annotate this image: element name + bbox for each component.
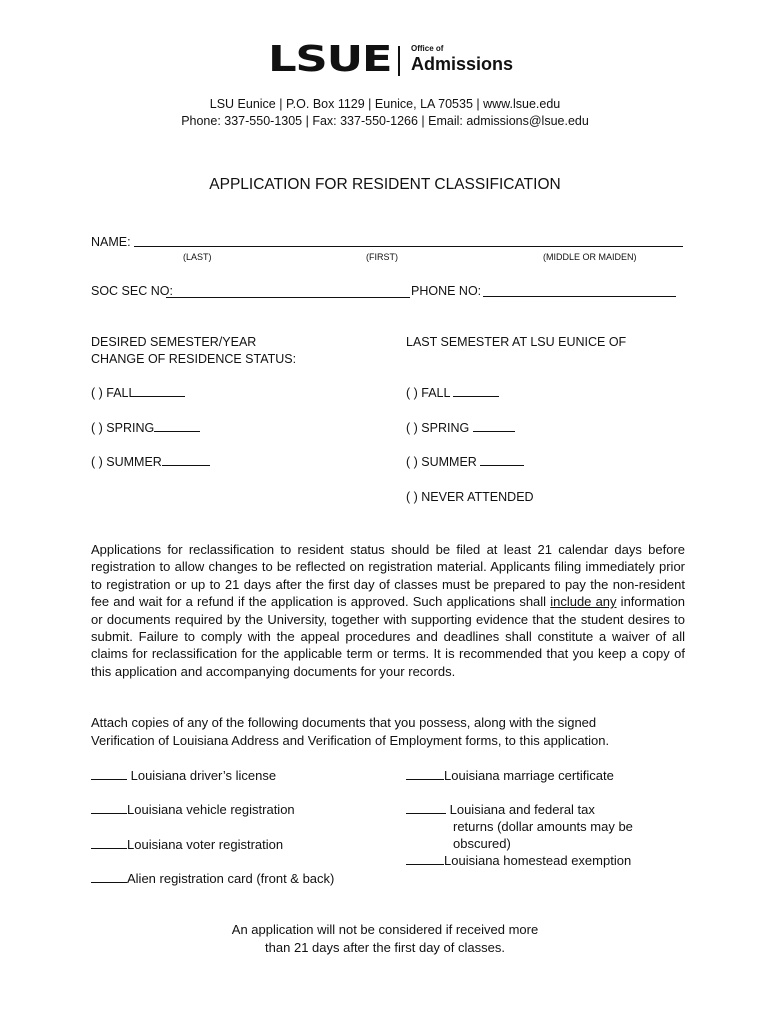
- doc-voter-registration[interactable]: [91, 837, 283, 852]
- reclassification-paragraph: [91, 541, 685, 680]
- footer-notice: [0, 921, 770, 956]
- last-semester-heading: LAST SEMESTER AT LSU EUNICE OF: [406, 335, 627, 349]
- doc-label: Louisiana voter registration: [127, 837, 284, 852]
- option-label: ( ) SPRING: [406, 421, 470, 435]
- name-field[interactable]: [134, 246, 683, 247]
- doc-label: Louisiana driver’s license: [127, 768, 277, 783]
- ssn-field[interactable]: [166, 297, 410, 298]
- desired-fall-option[interactable]: [91, 386, 185, 400]
- paragraph-underlined: include any: [550, 594, 617, 610]
- last-spring-option[interactable]: [406, 421, 515, 435]
- contact-line: Phone: 337-550-1305 | Fax: 337-550-1266 | Email: admissions@lsue.edu: [181, 114, 589, 128]
- name-sub-last: (LAST): [183, 252, 212, 262]
- check-blank[interactable]: [91, 848, 127, 849]
- year-blank[interactable]: [453, 396, 499, 397]
- paragraph-part-2: information or documents required by the University, together with supporting evidence that the student desires to submit. Failure to comply with the appeal procedures and deadlines shall constitute a waiver of all claims for reclassification for the applicable term or terms. It is recommended that you keep a copy of this application and accompanying documents for your records.: [91, 594, 685, 679]
- desired-semester-heading: DESIRED SEMESTER/YEAR: [91, 335, 257, 349]
- doc-marriage-certificate[interactable]: [406, 768, 614, 783]
- footer-line-2: than 21 days after the first day of classes.: [265, 939, 505, 955]
- check-blank[interactable]: [406, 813, 446, 814]
- doc-label: Louisiana homestead exemption: [444, 853, 632, 868]
- check-blank[interactable]: [406, 779, 444, 780]
- doc-label: Louisiana marriage certificate: [444, 768, 614, 783]
- change-status-heading: CHANGE OF RESIDENCE STATUS:: [91, 352, 297, 366]
- ssn-label: SOC SEC NO:: [91, 284, 173, 298]
- option-label: ( ) FALL: [91, 386, 136, 400]
- attach-line-2: Verification of Louisiana Address and Verification of Employment forms, to this application.: [91, 733, 610, 748]
- phone-label: PHONE NO:: [411, 284, 482, 298]
- check-blank[interactable]: [91, 779, 127, 780]
- last-fall-option[interactable]: [406, 386, 499, 400]
- option-label: ( ) NEVER ATTENDED: [406, 490, 534, 504]
- phone-field[interactable]: [483, 296, 676, 297]
- doc-label: Louisiana vehicle registration: [127, 802, 295, 817]
- form-title: APPLICATION FOR RESIDENT CLASSIFICATION: [209, 176, 561, 193]
- desired-summer-option[interactable]: [91, 455, 210, 469]
- paragraph-part-1: Applications for reclassification to resident status should be filed at least 21 calendar days before registration to allow changes to be reflected on registration material. Applicants filing immediately prior to registration or up to 21 days after the first day of classes must be prepared to pay the non-resident fee and wait for a refund if the application is approved. Such applications shall: [91, 542, 685, 610]
- logo-divider: [398, 46, 400, 76]
- address-line: LSU Eunice | P.O. Box 1129 | Eunice, LA 70535 | www.lsue.edu: [209, 97, 561, 111]
- check-blank[interactable]: [91, 813, 127, 814]
- name-label: NAME:: [91, 235, 131, 249]
- option-label: ( ) SUMMER: [91, 455, 162, 469]
- admissions-label: Admissions: [411, 54, 514, 74]
- name-sub-first: (FIRST): [366, 252, 398, 262]
- option-label: ( ) FALL: [406, 386, 450, 400]
- check-blank[interactable]: [406, 864, 444, 865]
- lsue-logo: LSUE: [268, 39, 392, 80]
- doc-label: Louisiana and federal tax: [446, 802, 595, 817]
- year-blank[interactable]: [480, 465, 524, 466]
- option-label: ( ) SPRING: [91, 421, 155, 435]
- doc-label: Alien registration card (front & back): [127, 871, 335, 886]
- year-blank[interactable]: [473, 431, 515, 432]
- year-blank[interactable]: [154, 431, 200, 432]
- option-label: ( ) SUMMER: [406, 455, 477, 469]
- year-blank[interactable]: [135, 396, 185, 397]
- doc-alien-card[interactable]: [91, 871, 334, 886]
- name-sub-middle: (MIDDLE OR MAIDEN): [543, 252, 637, 262]
- never-attended-option[interactable]: [406, 490, 534, 504]
- office-of-label: Office of: [411, 44, 444, 53]
- doc-drivers-license[interactable]: [91, 768, 276, 783]
- doc-vehicle-registration[interactable]: [91, 802, 295, 817]
- attach-line-1: Attach copies of any of the following documents that you possess, along with the signed: [91, 715, 597, 730]
- year-blank[interactable]: [162, 465, 210, 466]
- doc-tax-returns-line-2: returns (dollar amounts may be: [453, 819, 633, 834]
- check-blank[interactable]: [91, 882, 127, 883]
- doc-tax-returns-line-3: obscured): [453, 836, 511, 851]
- desired-spring-option[interactable]: [91, 421, 200, 435]
- last-summer-option[interactable]: [406, 455, 524, 469]
- doc-homestead-exemption[interactable]: [406, 853, 631, 868]
- footer-line-1: An application will not be considered if received more: [231, 922, 539, 937]
- doc-tax-returns[interactable]: [406, 802, 595, 817]
